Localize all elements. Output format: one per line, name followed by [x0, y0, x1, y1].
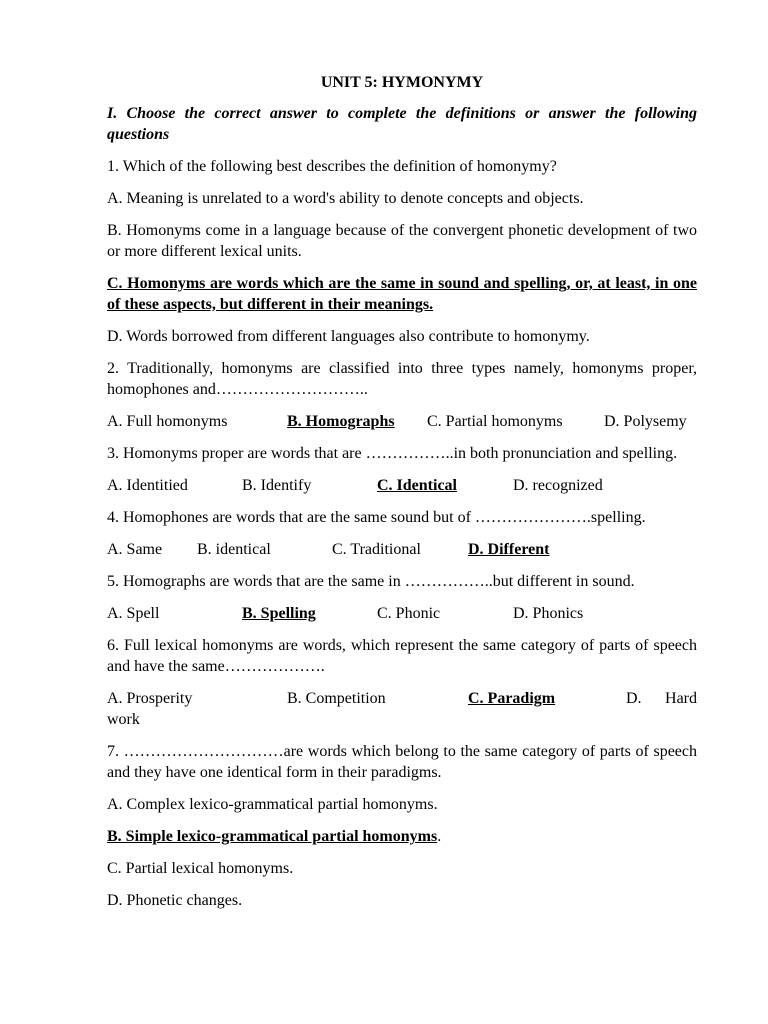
- q3-option-a: A. Identitied: [107, 477, 188, 494]
- question-7: 7. …………………………are words which belong to the same category of parts of speech and they have one identical form in their paradigms.: [107, 743, 697, 781]
- q6-option-a: A. Prosperity: [107, 690, 193, 707]
- question-4: 4. Homophones are words that are the same sound but of ………………….spelling.: [107, 509, 646, 526]
- q6-option-d-text: Hard: [665, 690, 697, 707]
- instruction: I. Choose the correct answer to complete the definitions or answer the following questions: [107, 105, 697, 143]
- q7-option-c: C. Partial lexical homonyms.: [107, 860, 294, 877]
- q1-option-b: B. Homonyms come in a language because of the convergent phonetic development of two or more different lexical units.: [107, 222, 697, 260]
- q7-option-b-line: [107, 826, 697, 847]
- q6-option-c-answer: C. Paradigm: [468, 690, 556, 707]
- q2-option-b-answer: B. Homographs: [287, 413, 395, 430]
- q5-option-a: A. Spell: [107, 605, 160, 622]
- q4-option-d-answer: D. Different: [468, 541, 550, 558]
- q4-options: [107, 539, 697, 560]
- question-5: 5. Homographs are words that are the same in ……………..but different in sound.: [107, 573, 635, 590]
- q1-option-d: D. Words borrowed from different languages also contribute to homonymy.: [107, 328, 590, 345]
- q6-options: [107, 688, 697, 730]
- q7-option-b-period: .: [437, 828, 442, 845]
- q3-option-b: B. Identify: [242, 477, 312, 494]
- q5-option-c: C. Phonic: [377, 605, 441, 622]
- q2-options: [107, 411, 697, 432]
- q6-option-b: B. Competition: [287, 690, 386, 707]
- q2-option-a: A. Full homonyms: [107, 413, 228, 430]
- q1-option-c-answer: C. Homonyms are words which are the same in sound and spelling, or, at least, in one of these aspects, but different in their meanings.: [107, 275, 697, 313]
- q3-options: [107, 475, 697, 496]
- q7-option-b-answer: B. Simple lexico-grammatical partial homonyms: [107, 828, 438, 845]
- q5-options: [107, 603, 697, 624]
- q4-option-b: B. identical: [197, 541, 271, 558]
- q4-option-a: A. Same: [107, 541, 163, 558]
- q3-option-c-answer: C. Identical: [377, 477, 457, 494]
- q5-option-d: D. Phonics: [513, 605, 584, 622]
- question-2: 2. Traditionally, homonyms are classified into three types namely, homonyms proper, homophones and………………………..: [107, 360, 697, 398]
- q2-option-d: D. Polysemy: [604, 413, 687, 430]
- document-page: [107, 72, 697, 922]
- q5-option-b-answer: B. Spelling: [242, 605, 316, 622]
- q7-option-a: A. Complex lexico-grammatical partial homonyms.: [107, 796, 438, 813]
- question-6: 6. Full lexical homonyms are words, which represent the same category of parts of speech and have the same……………….: [107, 637, 697, 675]
- question-3: 3. Homonyms proper are words that are ……………..in both pronunciation and spelling.: [107, 445, 678, 462]
- question-1: 1. Which of the following best describes the definition of homonymy?: [107, 158, 557, 175]
- q6-option-d-wrap: work: [107, 711, 140, 728]
- page-title: UNIT 5: HYMONYMY: [320, 74, 484, 91]
- q6-option-d: D.: [626, 690, 642, 707]
- q4-option-c: C. Traditional: [332, 541, 421, 558]
- q3-option-d: D. recognized: [513, 477, 603, 494]
- q7-option-d: D. Phonetic changes.: [107, 892, 243, 909]
- q2-option-c: C. Partial homonyms: [427, 413, 563, 430]
- q1-option-a: A. Meaning is unrelated to a word's ability to denote concepts and objects.: [107, 190, 584, 207]
